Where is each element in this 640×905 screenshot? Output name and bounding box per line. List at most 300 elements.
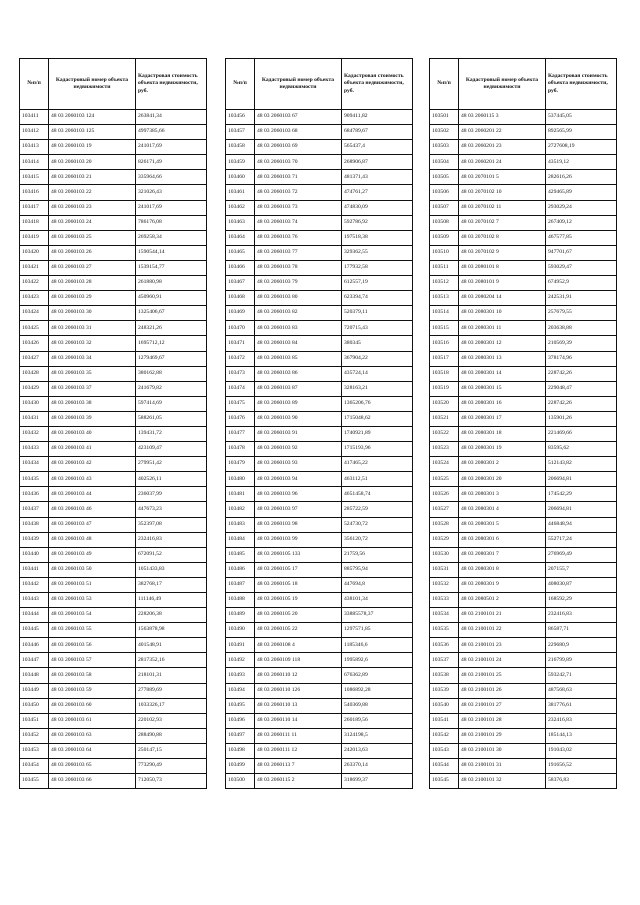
table-row [430, 336, 617, 351]
cadastral-cost: 401548,91 [136, 638, 207, 653]
cadastral-cost: 139431,72 [136, 426, 207, 441]
header-cadastral-cost: Кадастровая стоимость объекта недвижимости, руб. [342, 59, 413, 110]
row-number: 103441 [20, 562, 49, 577]
cadastral-cost: 520379,11 [342, 306, 413, 321]
cadastral-cost: 623394,74 [342, 291, 413, 306]
registry-table-2 [225, 58, 413, 789]
row-number: 103539 [430, 683, 459, 698]
table-row [226, 230, 413, 245]
header-cadastral-number: Кадастровый номер объекта недвижимости [459, 59, 546, 110]
cadastral-number: 48 03 2060103 59 [49, 683, 136, 698]
table-row [430, 502, 617, 517]
cadastral-number: 48 03 2100101 31 [459, 759, 546, 774]
cadastral-number: 48 03 2070102 10 [459, 185, 546, 200]
cadastral-cost: 242531,91 [546, 291, 617, 306]
row-number: 103449 [20, 683, 49, 698]
cadastral-cost: 1033326,17 [136, 698, 207, 713]
cadastral-cost: 463112,51 [342, 472, 413, 487]
table-row [430, 698, 617, 713]
row-number: 103499 [226, 759, 255, 774]
cadastral-cost: 720715,43 [342, 321, 413, 336]
header-cadastral-number: Кадастровый номер объекта недвижимости [255, 59, 342, 110]
table-row [20, 291, 207, 306]
row-number: 103444 [20, 608, 49, 623]
cadastral-cost: 674952,9 [546, 276, 617, 291]
row-number: 103482 [226, 502, 255, 517]
header-num: №п/п [20, 59, 49, 110]
table-row [430, 472, 617, 487]
cadastral-number: 48 03 2060111 11 [255, 728, 342, 743]
cadastral-number: 48 03 2060103 37 [49, 381, 136, 396]
row-number: 103519 [430, 381, 459, 396]
row-number: 103477 [226, 426, 255, 441]
cadastral-number: 48 03 2100101 24 [459, 653, 546, 668]
row-number: 103473 [226, 366, 255, 381]
cadastral-number: 48 03 2060103 19 [49, 140, 136, 155]
row-number: 103486 [226, 562, 255, 577]
cadastral-cost: 429465,89 [546, 185, 617, 200]
cadastral-cost: 218101,31 [136, 668, 207, 683]
cadastral-cost: 450960,91 [136, 291, 207, 306]
cadastral-number: 48 03 2060103 72 [255, 185, 342, 200]
cadastral-cost: 232416,83 [546, 608, 617, 623]
row-number: 103451 [20, 713, 49, 728]
cadastral-number: 48 03 2060103 38 [49, 396, 136, 411]
cadastral-number: 48 03 2060103 69 [255, 140, 342, 155]
row-number: 103414 [20, 155, 49, 170]
cadastral-number: 48 03 2080301 14 [459, 366, 546, 381]
table-row [20, 426, 207, 441]
table-row [20, 185, 207, 200]
table-row [430, 306, 617, 321]
cadastral-number: 48 03 2100101 21 [459, 608, 546, 623]
table-row [226, 336, 413, 351]
row-number: 103497 [226, 728, 255, 743]
cadastral-number: 48 03 2060103 46 [49, 502, 136, 517]
table-row [20, 487, 207, 502]
cadastral-cost: 174542,29 [546, 487, 617, 502]
table-row [226, 668, 413, 683]
table-row [20, 532, 207, 547]
cadastral-number: 48 03 2070101 5 [459, 170, 546, 185]
row-number: 103454 [20, 759, 49, 774]
cadastral-cost: 203638,88 [546, 321, 617, 336]
table-row [226, 306, 413, 321]
cadastral-cost: 228742,26 [546, 396, 617, 411]
cadastral-cost: 221469,66 [546, 426, 617, 441]
row-number: 103536 [430, 638, 459, 653]
table-row [430, 140, 617, 155]
cadastral-number: 48 03 2060103 125 [49, 125, 136, 140]
cadastral-number: 48 03 2080301 15 [459, 381, 546, 396]
cadastral-cost: 672091,52 [136, 547, 207, 562]
cadastral-cost: 1715193,96 [342, 442, 413, 457]
cadastral-cost: 1051433,83 [136, 562, 207, 577]
table-row [430, 653, 617, 668]
table-row [430, 276, 617, 291]
cadastral-cost: 447673,23 [136, 502, 207, 517]
table-row [226, 713, 413, 728]
cadastral-cost: 277889,69 [136, 683, 207, 698]
table-row [226, 396, 413, 411]
table-row [20, 517, 207, 532]
cadastral-cost: 21759,56 [342, 547, 413, 562]
cadastral-number: 48 03 2060103 53 [49, 593, 136, 608]
cadastral-cost: 329362,55 [342, 245, 413, 260]
table-row [20, 321, 207, 336]
cadastral-cost: 1995892,6 [342, 653, 413, 668]
table-row [430, 125, 617, 140]
cadastral-number: 48 03 2080101 9 [459, 276, 546, 291]
cadastral-cost: 676362,89 [342, 668, 413, 683]
row-number: 103466 [226, 260, 255, 275]
cadastral-number: 48 03 2060103 76 [255, 230, 342, 245]
table-row [226, 245, 413, 260]
row-number: 103496 [226, 713, 255, 728]
cadastral-number: 48 03 2060105 18 [255, 577, 342, 592]
table-row [226, 683, 413, 698]
row-number: 103474 [226, 381, 255, 396]
cadastral-number: 48 03 2060103 47 [49, 517, 136, 532]
row-number: 103472 [226, 351, 255, 366]
row-number: 103433 [20, 442, 49, 457]
table-row [430, 381, 617, 396]
row-number: 103464 [226, 230, 255, 245]
row-number: 103508 [430, 215, 459, 230]
row-number: 103529 [430, 532, 459, 547]
cadastral-number: 48 03 2060103 68 [255, 125, 342, 140]
cadastral-number: 48 03 2060103 85 [255, 351, 342, 366]
table-row [20, 276, 207, 291]
cadastral-cost: 487568,63 [546, 683, 617, 698]
cadastral-number: 48 03 2060103 91 [255, 426, 342, 441]
cadastral-number: 48 03 2060115 2 [255, 774, 342, 789]
table-row [226, 200, 413, 215]
cadastral-number: 48 03 2060201 24 [459, 155, 546, 170]
cadastral-number: 48 03 2080301 19 [459, 442, 546, 457]
row-number: 103480 [226, 472, 255, 487]
row-number: 103438 [20, 517, 49, 532]
table-row [226, 351, 413, 366]
cadastral-cost: 378174,96 [546, 351, 617, 366]
cadastral-cost: 135901,26 [546, 411, 617, 426]
table-row [430, 728, 617, 743]
cadastral-cost: 446848,94 [546, 517, 617, 532]
cadastral-number: 48 03 2060103 27 [49, 260, 136, 275]
table-row [226, 411, 413, 426]
cadastral-number: 48 03 2060105 20 [255, 608, 342, 623]
table-row [430, 321, 617, 336]
cadastral-number: 48 03 2060103 31 [49, 321, 136, 336]
row-number: 103475 [226, 396, 255, 411]
cadastral-number: 48 03 2060103 67 [255, 110, 342, 125]
cadastral-number: 48 03 2060103 84 [255, 336, 342, 351]
cadastral-number: 48 03 2060103 77 [255, 245, 342, 260]
cadastral-number: 48 03 2060103 78 [255, 260, 342, 275]
row-number: 103470 [226, 321, 255, 336]
cadastral-cost: 524730,72 [342, 517, 413, 532]
cadastral-cost: 540369,88 [342, 698, 413, 713]
table-row [430, 170, 617, 185]
cadastral-cost: 786176,08 [136, 215, 207, 230]
cadastral-cost: 242013,63 [342, 743, 413, 758]
row-number: 103419 [20, 230, 49, 245]
cadastral-number: 48 03 2060103 60 [49, 698, 136, 713]
table-row [430, 457, 617, 472]
table-row [226, 593, 413, 608]
row-number: 103458 [226, 140, 255, 155]
cadastral-number: 48 03 2060103 51 [49, 577, 136, 592]
cadastral-number: 48 03 2060103 71 [255, 170, 342, 185]
cadastral-cost: 263370,14 [342, 759, 413, 774]
cadastral-number: 48 03 2060103 43 [49, 472, 136, 487]
cadastral-cost: 232416,83 [546, 713, 617, 728]
table-row [430, 517, 617, 532]
cadastral-number: 48 03 2100101 22 [459, 623, 546, 638]
table-row [226, 759, 413, 774]
row-number: 103431 [20, 411, 49, 426]
cadastral-number: 48 03 2060103 94 [255, 472, 342, 487]
cadastral-number: 48 03 2080301 11 [459, 321, 546, 336]
row-number: 103447 [20, 653, 49, 668]
cadastral-number: 48 03 2060103 66 [49, 774, 136, 789]
cadastral-number: 48 03 2080301 17 [459, 411, 546, 426]
cadastral-cost: 593029,47 [546, 260, 617, 275]
cadastral-number: 48 03 2060103 44 [49, 487, 136, 502]
row-number: 103511 [430, 260, 459, 275]
row-number: 103415 [20, 170, 49, 185]
row-number: 103510 [430, 245, 459, 260]
row-number: 103425 [20, 321, 49, 336]
row-number: 103488 [226, 593, 255, 608]
table-row [20, 215, 207, 230]
table-row [226, 291, 413, 306]
row-number: 103421 [20, 260, 49, 275]
cadastral-cost: 210569,39 [546, 336, 617, 351]
row-number: 103457 [226, 125, 255, 140]
cadastral-number: 48 03 2060103 28 [49, 276, 136, 291]
cadastral-number: 48 03 2060103 30 [49, 306, 136, 321]
row-number: 103530 [430, 547, 459, 562]
cadastral-cost: 380162,88 [136, 366, 207, 381]
table-row [430, 366, 617, 381]
table-row [226, 426, 413, 441]
row-number: 103525 [430, 472, 459, 487]
cadastral-cost: 229680,9 [546, 638, 617, 653]
cadastral-number: 48 03 2100101 27 [459, 698, 546, 713]
cadastral-cost: 423109,47 [136, 442, 207, 457]
cadastral-cost: 191656,52 [546, 759, 617, 774]
cadastral-cost: 2817352,16 [136, 653, 207, 668]
table-row [226, 743, 413, 758]
row-number: 103494 [226, 683, 255, 698]
row-number: 103515 [430, 321, 459, 336]
row-number: 103468 [226, 291, 255, 306]
cadastral-number: 48 03 2060103 99 [255, 532, 342, 547]
cadastral-cost: 512143,82 [546, 457, 617, 472]
cadastral-cost: 261880,98 [136, 276, 207, 291]
header-num: №п/п [226, 59, 255, 110]
row-number: 103490 [226, 623, 255, 638]
cadastral-number: 48 03 2060110 14 [255, 713, 342, 728]
cadastral-cost: 285722,59 [342, 502, 413, 517]
row-number: 103452 [20, 728, 49, 743]
row-number: 103424 [20, 306, 49, 321]
cadastral-cost: 279951,42 [136, 457, 207, 472]
table-row [430, 396, 617, 411]
table-row [226, 547, 413, 562]
cadastral-cost: 1715048,62 [342, 411, 413, 426]
cadastral-number: 48 03 2060201 23 [459, 140, 546, 155]
cadastral-cost: 191043,02 [546, 743, 617, 758]
row-number: 103535 [430, 623, 459, 638]
row-number: 103491 [226, 638, 255, 653]
cadastral-cost: 612557,19 [342, 276, 413, 291]
cadastral-number: 48 03 2070102 11 [459, 200, 546, 215]
table-row [20, 155, 207, 170]
table-row [20, 608, 207, 623]
cadastral-cost: 597414,69 [136, 396, 207, 411]
row-number: 103502 [430, 125, 459, 140]
cadastral-cost: 2727608,19 [546, 140, 617, 155]
cadastral-cost: 712050,73 [136, 774, 207, 789]
cadastral-cost: 1365206,76 [342, 396, 413, 411]
cadastral-number: 48 03 2060103 29 [49, 291, 136, 306]
table-row [430, 155, 617, 170]
row-number: 103513 [430, 291, 459, 306]
cadastral-number: 48 03 2060105 133 [255, 547, 342, 562]
cadastral-cost: 229048,47 [546, 381, 617, 396]
cadastral-cost: 438101,34 [342, 593, 413, 608]
cadastral-number: 48 03 2060103 124 [49, 110, 136, 125]
table-row [20, 200, 207, 215]
cadastral-cost: 168592,29 [546, 593, 617, 608]
table-row [226, 321, 413, 336]
row-number: 103439 [20, 532, 49, 547]
row-number: 103533 [430, 593, 459, 608]
cadastral-cost: 318699,37 [342, 774, 413, 789]
cadastral-cost: 892565,99 [546, 125, 617, 140]
table-row [430, 426, 617, 441]
cadastral-cost: 111146,49 [136, 593, 207, 608]
table-row [20, 306, 207, 321]
cadastral-number: 48 03 2060105 17 [255, 562, 342, 577]
row-number: 103417 [20, 200, 49, 215]
cadastral-cost: 250147,15 [136, 743, 207, 758]
row-number: 103542 [430, 728, 459, 743]
cadastral-number: 48 03 2060111 12 [255, 743, 342, 758]
row-number: 103503 [430, 140, 459, 155]
cadastral-number: 48 03 2100101 29 [459, 728, 546, 743]
row-number: 103465 [226, 245, 255, 260]
cadastral-number: 48 03 2080301 5 [459, 517, 546, 532]
table-row [226, 638, 413, 653]
table-row [20, 502, 207, 517]
table-row [20, 351, 207, 366]
row-number: 103443 [20, 593, 49, 608]
cadastral-number: 48 03 2060113 7 [255, 759, 342, 774]
table-row [20, 110, 207, 125]
row-number: 103429 [20, 381, 49, 396]
table-row [226, 487, 413, 502]
cadastral-number: 48 03 2070102 7 [459, 215, 546, 230]
cadastral-cost: 408030,87 [546, 577, 617, 592]
row-number: 103461 [226, 185, 255, 200]
cadastral-cost: 1185346,6 [342, 638, 413, 653]
cadastral-number: 48 03 2060105 19 [255, 593, 342, 608]
cadastral-cost: 885795,94 [342, 562, 413, 577]
cadastral-number: 48 03 2060103 34 [49, 351, 136, 366]
table-row [226, 381, 413, 396]
row-number: 103426 [20, 336, 49, 351]
cadastral-number: 48 03 2100101 23 [459, 638, 546, 653]
row-number: 103469 [226, 306, 255, 321]
row-number: 103532 [430, 577, 459, 592]
cadastral-number: 48 03 2060103 22 [49, 185, 136, 200]
table-row [20, 336, 207, 351]
table-row [20, 577, 207, 592]
table-row [430, 577, 617, 592]
cadastral-number: 48 03 2080204 14 [459, 291, 546, 306]
row-number: 103479 [226, 457, 255, 472]
row-number: 103485 [226, 547, 255, 562]
cadastral-cost: 43519,12 [546, 155, 617, 170]
cadastral-number: 48 03 2070102 9 [459, 245, 546, 260]
cadastral-number: 48 03 2060103 80 [255, 291, 342, 306]
row-number: 103531 [430, 562, 459, 577]
row-number: 103523 [430, 442, 459, 457]
table-row [430, 245, 617, 260]
table-row [20, 774, 207, 789]
cadastral-cost: 86587,71 [546, 623, 617, 638]
cadastral-number: 48 03 2080301 13 [459, 351, 546, 366]
table-row [226, 110, 413, 125]
cadastral-number: 48 03 2060110 13 [255, 698, 342, 713]
row-number: 103500 [226, 774, 255, 789]
cadastral-number: 48 03 2060103 54 [49, 608, 136, 623]
table-row [226, 472, 413, 487]
row-number: 103527 [430, 502, 459, 517]
table-row [430, 291, 617, 306]
cadastral-number: 48 03 2060103 92 [255, 442, 342, 457]
table-row [20, 638, 207, 653]
cadastral-cost: 236037,99 [136, 487, 207, 502]
row-number: 103521 [430, 411, 459, 426]
table-row [20, 562, 207, 577]
row-number: 103446 [20, 638, 49, 653]
header-row [20, 59, 207, 110]
table-row [226, 125, 413, 140]
cadastral-number: 48 03 2060108 4 [255, 638, 342, 653]
row-number: 103514 [430, 306, 459, 321]
cadastral-cost: 248321,26 [136, 321, 207, 336]
cadastral-cost: 267409,12 [546, 215, 617, 230]
cadastral-cost: 474830,09 [342, 200, 413, 215]
table-row [20, 411, 207, 426]
cadastral-number: 48 03 2060103 74 [255, 215, 342, 230]
table-row [430, 608, 617, 623]
row-number: 103436 [20, 487, 49, 502]
cadastral-number: 48 03 2060110 12 [255, 668, 342, 683]
cadastral-cost: 185144,13 [546, 728, 617, 743]
cadastral-cost: 288490,88 [136, 728, 207, 743]
cadastral-cost: 207155,7 [546, 562, 617, 577]
cadastral-cost: 335964,66 [136, 170, 207, 185]
table-row [226, 562, 413, 577]
row-number: 103509 [430, 230, 459, 245]
cadastral-number: 48 03 2080301 10 [459, 306, 546, 321]
row-number: 103435 [20, 472, 49, 487]
